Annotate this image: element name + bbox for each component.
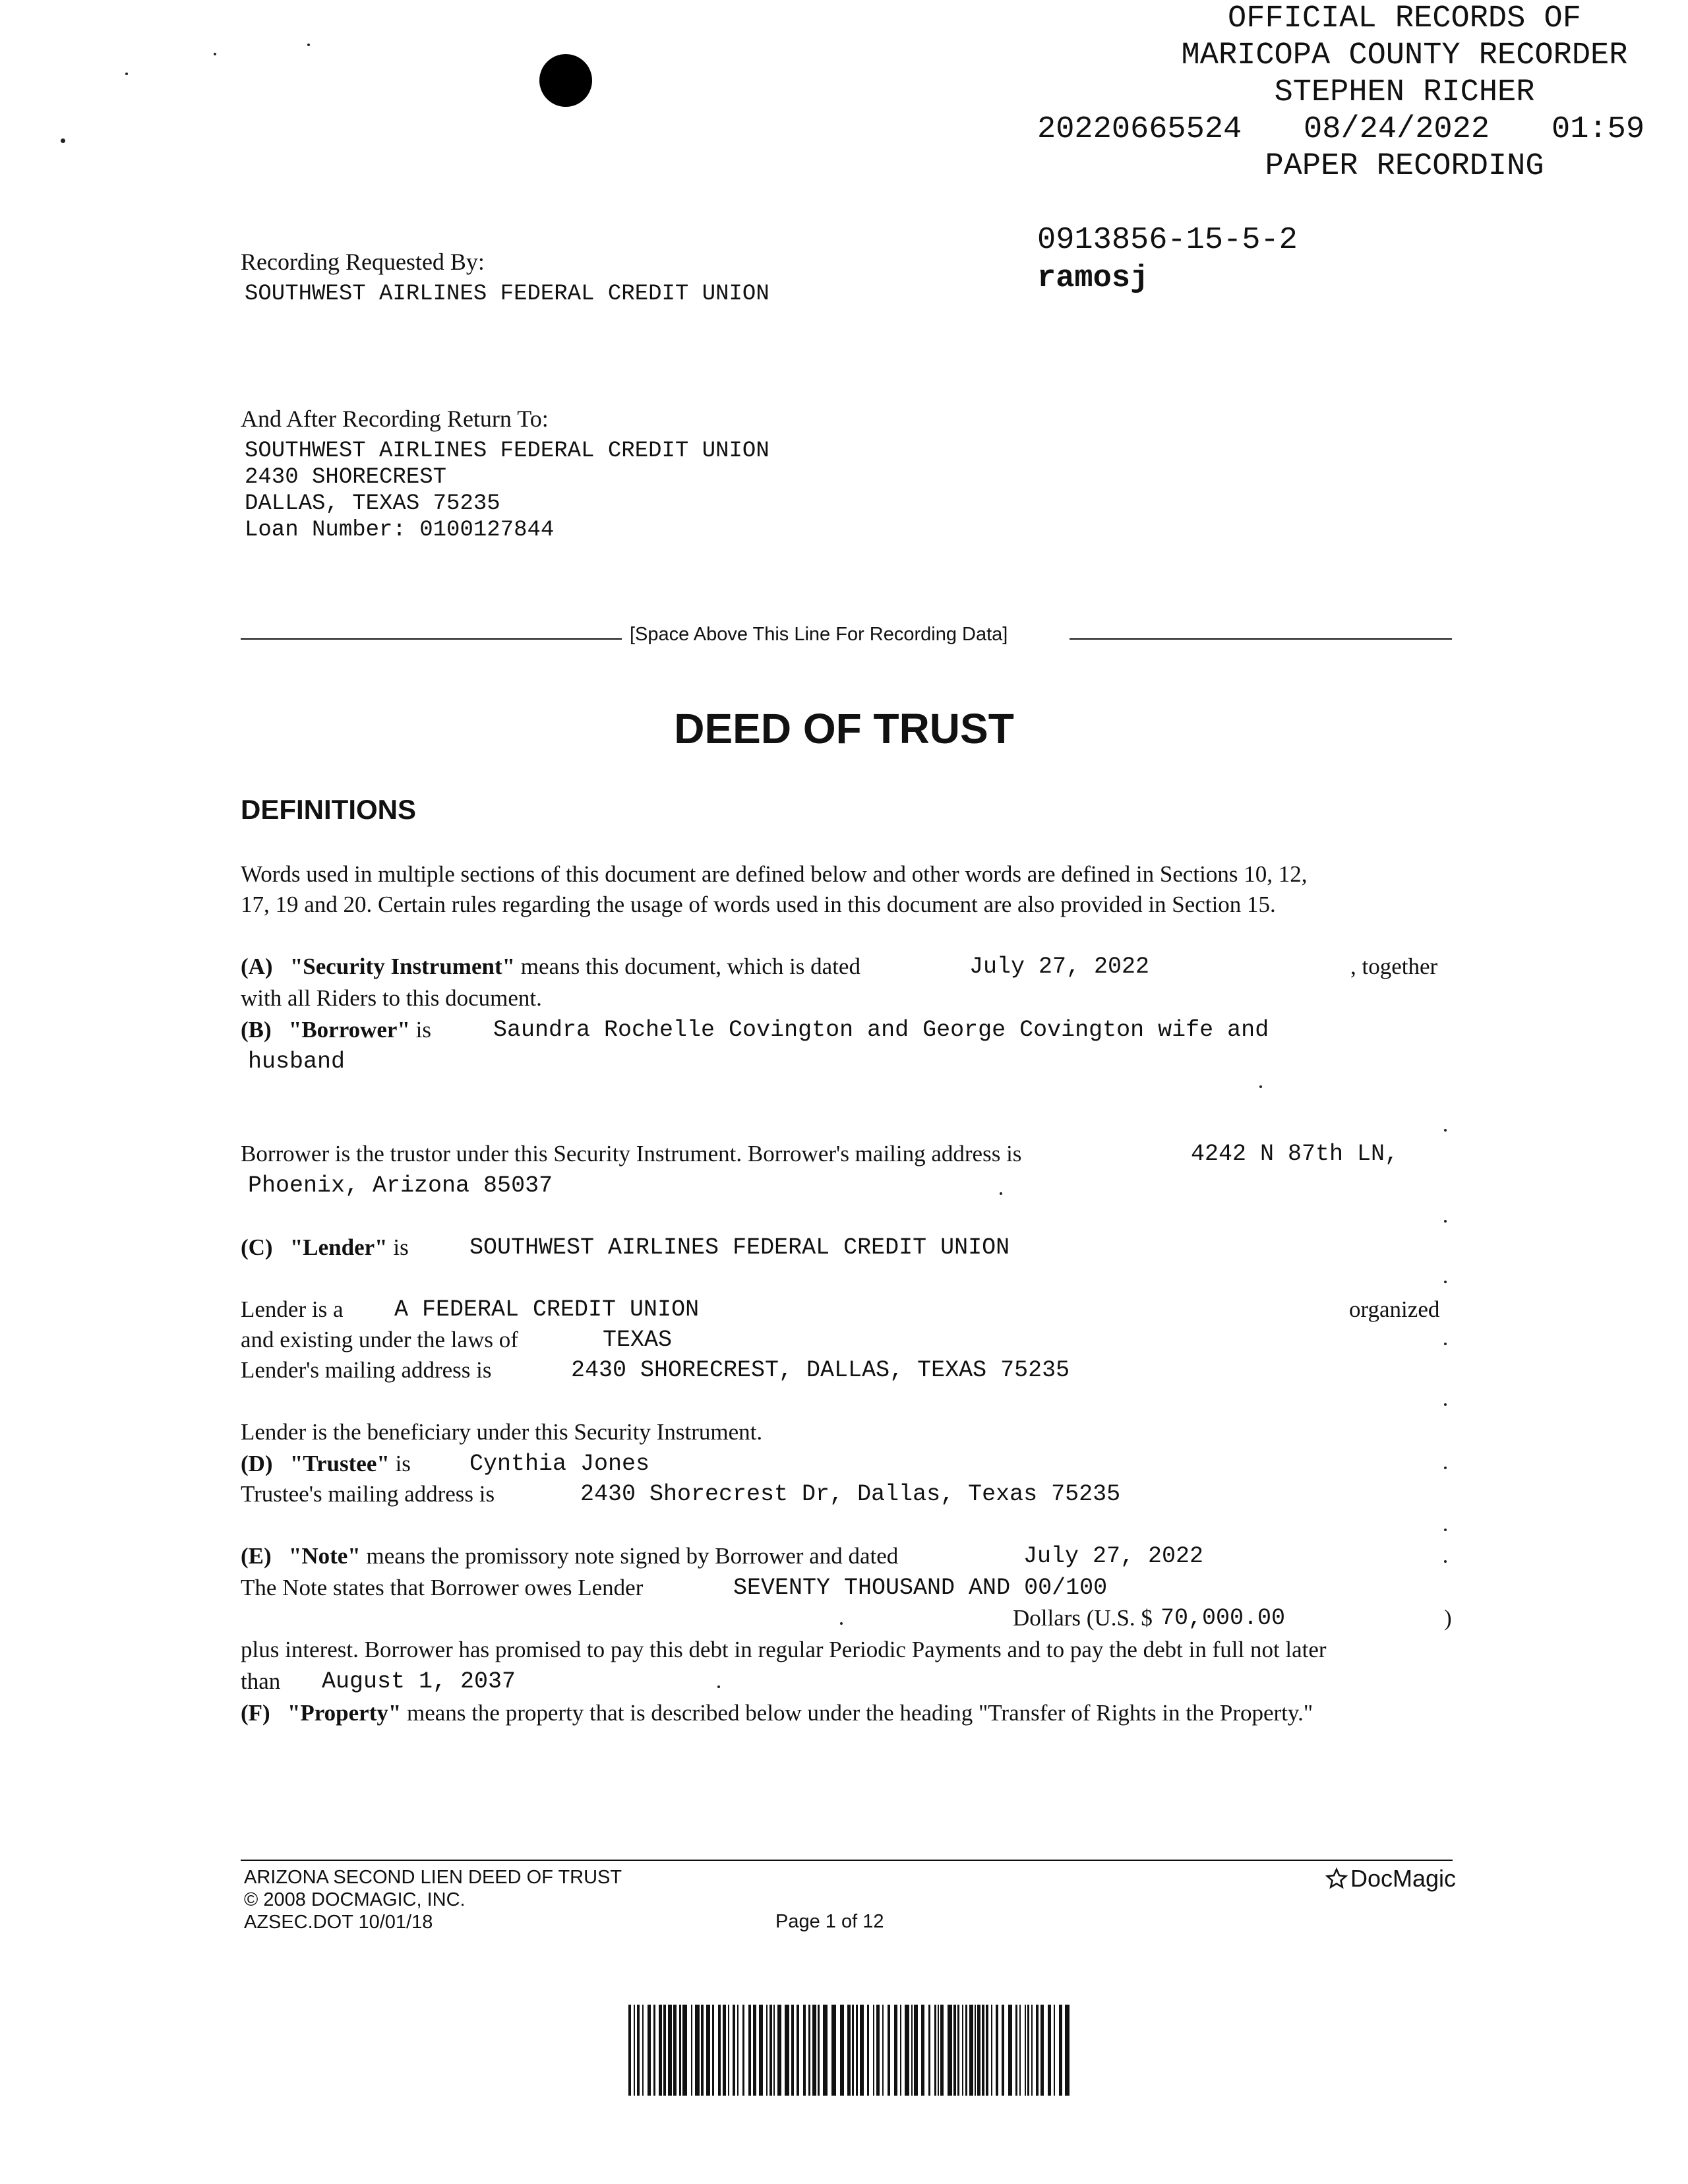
section-d-term: "Trustee" <box>289 1451 390 1476</box>
barcode-bar <box>840 2005 844 2096</box>
fill-dot <box>1444 1129 1447 1132</box>
barcode-bar <box>737 2005 738 2096</box>
note-dollars-label: Dollars (U.S. $ <box>1013 1605 1153 1631</box>
footer-brand <box>1325 1865 1456 1893</box>
barcode-bar <box>682 2005 687 2096</box>
barcode-bar <box>938 2005 939 2096</box>
scan-blot <box>539 54 592 107</box>
footer-rule <box>241 1860 1453 1861</box>
barcode-bar <box>860 2005 864 2096</box>
section-f-letter: (F) <box>241 1700 270 1726</box>
section-a-line-2: with all Riders to this document. <box>241 985 542 1011</box>
divider-text: [Space Above This Line For Recording Data] <box>630 624 1008 645</box>
footer-brand-name: DocMagic <box>1350 1865 1457 1892</box>
barcode-bar <box>723 2005 726 2096</box>
barcode-bar <box>691 2005 692 2096</box>
barcode-bar <box>900 2005 901 2096</box>
barcode-bar <box>634 2005 635 2096</box>
barcode-bar <box>679 2005 681 2096</box>
barcode-bar <box>653 2005 655 2096</box>
barcode-bar <box>628 2005 631 2096</box>
barcode-bar <box>969 2005 973 2096</box>
section-a-together: , together <box>1350 954 1438 979</box>
barcode-bar <box>659 2005 662 2096</box>
note-date: July 27, 2022 <box>1023 1543 1204 1569</box>
barcode-bar <box>668 2005 672 2096</box>
barcode-bar <box>921 2005 924 2096</box>
fill-dot <box>1444 1560 1447 1563</box>
section-c-is: is <box>393 1234 409 1260</box>
recorder-clerk: ramosj <box>1037 261 1149 296</box>
barcode-bar <box>718 2005 721 2096</box>
return-to-line-2: 2430 SHORECREST <box>245 465 447 490</box>
note-owes-text: The Note states that Borrower owes Lender <box>241 1575 644 1600</box>
barcode-bar <box>876 2005 880 2096</box>
scan-speck <box>307 44 310 46</box>
barcode-bar <box>852 2005 854 2096</box>
barcode-bar <box>791 2005 794 2096</box>
lender-name: SOUTHWEST AIRLINES FEDERAL CREDIT UNION <box>469 1234 1010 1261</box>
fill-dot <box>717 1685 720 1688</box>
barcode-bar <box>831 2005 836 2096</box>
barcode-bar <box>1031 2005 1033 2096</box>
barcode-bar <box>1048 2005 1051 2096</box>
barcode-bar <box>673 2005 677 2096</box>
section-e-letter: (E) <box>241 1543 272 1569</box>
footer-form-name: ARIZONA SECOND LIEN DEED OF TRUST <box>244 1867 622 1888</box>
lender-is-a: Lender is a <box>241 1296 344 1322</box>
barcode-bar <box>965 2005 967 2096</box>
barcode-bar <box>856 2005 858 2096</box>
barcode-bar <box>733 2005 735 2096</box>
trustee-name: Cynthia Jones <box>469 1451 650 1477</box>
footer-copyright: © 2008 DOCMAGIC, INC. <box>244 1889 466 1910</box>
recorder-line-2: MARICOPA COUNTY RECORDER <box>1181 38 1628 73</box>
note-close-paren: ) <box>1444 1605 1452 1631</box>
section-c-letter: (C) <box>241 1234 273 1260</box>
section-e <box>241 1540 898 1572</box>
barcode-bar <box>797 2005 799 2096</box>
fill-dot <box>1444 1343 1447 1345</box>
footer-page-number: Page 1 of 12 <box>775 1911 884 1932</box>
borrower-name-line-2: husband <box>248 1048 346 1075</box>
section-e-term: "Note" <box>288 1543 361 1569</box>
lender-organized: organized <box>1349 1296 1440 1322</box>
note-than: than <box>241 1668 281 1694</box>
recording-requested-name: SOUTHWEST AIRLINES FEDERAL CREDIT UNION <box>245 282 769 307</box>
fill-dot <box>840 1622 843 1625</box>
barcode-bar <box>812 2005 816 2096</box>
recording-requested-label: Recording Requested By: <box>241 249 485 275</box>
recorder-line-3: STEPHEN RICHER <box>1274 75 1535 110</box>
footer-form-info <box>244 1866 622 1933</box>
borrower-address-line-1: 4242 N 87th LN, <box>1191 1141 1399 1167</box>
lender-mailing-label: Lender's mailing address is <box>241 1357 492 1383</box>
section-a-date: July 27, 2022 <box>969 954 1150 980</box>
barcode-bar <box>1036 2005 1039 2096</box>
barcode-bar <box>742 2005 744 2096</box>
barcode-bar <box>867 2005 869 2096</box>
note-amount: 70,000.00 <box>1160 1605 1286 1631</box>
barcode-bar <box>706 2005 710 2096</box>
barcode-bar <box>1065 2005 1070 2096</box>
section-d-letter: (D) <box>241 1451 273 1476</box>
fill-dot <box>1000 1192 1002 1195</box>
barcode-bar <box>996 2005 998 2096</box>
barcode-bar <box>905 2005 909 2096</box>
intro-line-2: 17, 19 and 20. Certain rules regarding the usage of words used in this document are also provided in Section 15. <box>241 892 1276 917</box>
footer-form-code: AZSEC.DOT 10/01/18 <box>244 1912 433 1933</box>
trustee-mailing-address: 2430 Shorecrest Dr, Dallas, Texas 75235 <box>580 1481 1121 1507</box>
scan-speck <box>214 53 216 55</box>
barcode-bar <box>847 2005 851 2096</box>
barcode-bar <box>940 2005 944 2096</box>
barcode-bar <box>911 2005 913 2096</box>
barcode-bar <box>1002 2005 1004 2096</box>
section-a-letter: (A) <box>241 954 273 979</box>
barcode-bar <box>977 2005 980 2096</box>
barcode-bar <box>1059 2005 1062 2096</box>
lender-beneficiary: Lender is the beneficiary under this Security Instrument. <box>241 1419 763 1445</box>
intro-line-1: Words used in multiple sections of this document are defined below and other words are defined in Sections 10, 12, <box>241 861 1308 887</box>
fill-dot <box>1444 1403 1447 1406</box>
recorder-line-1: OFFICIAL RECORDS OF <box>1228 1 1581 36</box>
section-d <box>241 1448 411 1480</box>
return-to-line-3: DALLAS, TEXAS 75235 <box>245 491 500 516</box>
recorder-ref-number: 0913856-15-5-2 <box>1037 223 1298 258</box>
fill-dot <box>1444 1281 1447 1283</box>
fill-dot <box>1444 1529 1447 1531</box>
barcode-bar <box>1054 2005 1055 2096</box>
note-interest-text: plus interest. Borrower has promised to pay this debt in regular Periodic Payments and to pay the debt in full not later <box>241 1637 1327 1662</box>
barcode-bar <box>642 2005 644 2096</box>
barcode-bar <box>1027 2005 1029 2096</box>
recorder-time: 01:59 <box>1552 112 1645 147</box>
barcode-bar <box>894 2005 897 2096</box>
barcode-bar <box>948 2005 952 2096</box>
lender-type: A FEDERAL CREDIT UNION <box>394 1296 700 1323</box>
section-a-term: "Security Instrument" <box>289 954 516 979</box>
lender-mailing-address: 2430 SHORECREST, DALLAS, TEXAS 75235 <box>571 1357 1070 1383</box>
barcode-bar <box>769 2005 772 2096</box>
barcode-bar <box>888 2005 890 2096</box>
barcode-bar <box>803 2005 806 2096</box>
section-f-term: "Property" <box>287 1700 402 1726</box>
barcode-bar <box>1019 2005 1021 2096</box>
barcode-bar <box>1008 2005 1012 2096</box>
borrower-address-line-2: Phoenix, Arizona 85037 <box>248 1172 553 1199</box>
section-b-letter: (B) <box>241 1017 272 1043</box>
return-to-label: And After Recording Return To: <box>241 406 549 432</box>
barcode-bar <box>914 2005 918 2096</box>
document-barcode <box>628 2005 1077 2096</box>
section-f <box>241 1697 1313 1729</box>
barcode-bar <box>928 2005 930 2096</box>
section-b-term: "Borrower" <box>288 1017 410 1043</box>
star-outline-icon <box>1325 1867 1348 1890</box>
barcode-bar <box>975 2005 976 2096</box>
barcode-bar <box>785 2005 789 2096</box>
recorder-doc-number: 20220665524 <box>1037 112 1242 147</box>
barcode-bar <box>748 2005 751 2096</box>
fill-dot <box>1259 1085 1262 1088</box>
borrower-name-line-1: Saundra Rochelle Covington and George Covington wife and <box>493 1017 1269 1043</box>
lender-laws-text: and existing under the laws of <box>241 1327 518 1352</box>
barcode-bar <box>637 2005 640 2096</box>
barcode-bar <box>991 2005 992 2096</box>
definitions-heading: DEFINITIONS <box>241 794 417 825</box>
fill-dot <box>1444 1467 1447 1469</box>
barcode-bar <box>701 2005 704 2096</box>
barcode-bar <box>823 2005 828 2096</box>
barcode-bar <box>986 2005 988 2096</box>
barcode-bar <box>695 2005 700 2096</box>
barcode-bar <box>648 2005 651 2096</box>
barcode-bar <box>1015 2005 1017 2096</box>
section-b <box>241 1014 431 1046</box>
divider-line-left <box>241 638 622 640</box>
lender-state: TEXAS <box>603 1327 673 1353</box>
barcode-bar <box>953 2005 956 2096</box>
recorder-date: 08/24/2022 <box>1304 112 1490 147</box>
fill-dot <box>1444 1220 1447 1223</box>
barcode-bar <box>818 2005 820 2096</box>
section-c-term: "Lender" <box>289 1234 388 1260</box>
barcode-bar <box>934 2005 936 2096</box>
barcode-bar <box>773 2005 775 2096</box>
barcode-bar <box>728 2005 729 2096</box>
barcode-bar <box>1040 2005 1044 2096</box>
barcode-bar <box>759 2005 763 2096</box>
return-to-loan-number: Loan Number: 0100127844 <box>245 518 555 543</box>
barcode-bar <box>1025 2005 1026 2096</box>
barcode-bar <box>766 2005 768 2096</box>
barcode-bar <box>777 2005 781 2096</box>
return-to-line-1: SOUTHWEST AIRLINES FEDERAL CREDIT UNION <box>245 439 769 464</box>
barcode-bar <box>882 2005 884 2096</box>
scan-speck <box>61 138 65 143</box>
recorder-line-5: PAPER RECORDING <box>1265 149 1544 184</box>
scan-speck <box>125 73 128 75</box>
section-e-text: means the promissory note signed by Borrower and dated <box>366 1543 899 1569</box>
barcode-bar <box>663 2005 666 2096</box>
note-amount-words: SEVENTY THOUSAND AND 00/100 <box>733 1575 1108 1601</box>
section-c <box>241 1232 409 1263</box>
barcode-bar <box>957 2005 959 2096</box>
barcode-bar <box>808 2005 810 2096</box>
barcode-bar <box>962 2005 963 2096</box>
note-maturity-date: August 1, 2037 <box>322 1668 516 1695</box>
section-d-is: is <box>395 1451 411 1476</box>
barcode-bar <box>712 2005 714 2096</box>
return-to-address <box>245 438 769 543</box>
trustee-mailing-label: Trustee's mailing address is <box>241 1481 495 1507</box>
barcode-bar <box>873 2005 874 2096</box>
document-title: DEED OF TRUST <box>674 705 1014 752</box>
section-a <box>241 951 860 983</box>
section-f-text: means the property that is described below under the heading "Transfer of Rights in the Property." <box>407 1700 1313 1726</box>
borrower-trustor-text: Borrower is the trustor under this Security Instrument. Borrower's mailing address is <box>241 1141 1022 1167</box>
section-b-is: is <box>415 1017 432 1043</box>
section-a-text: means this document, which is dated <box>520 954 860 979</box>
barcode-bar <box>982 2005 984 2096</box>
divider-line-right <box>1070 638 1452 640</box>
barcode-bar <box>753 2005 756 2096</box>
